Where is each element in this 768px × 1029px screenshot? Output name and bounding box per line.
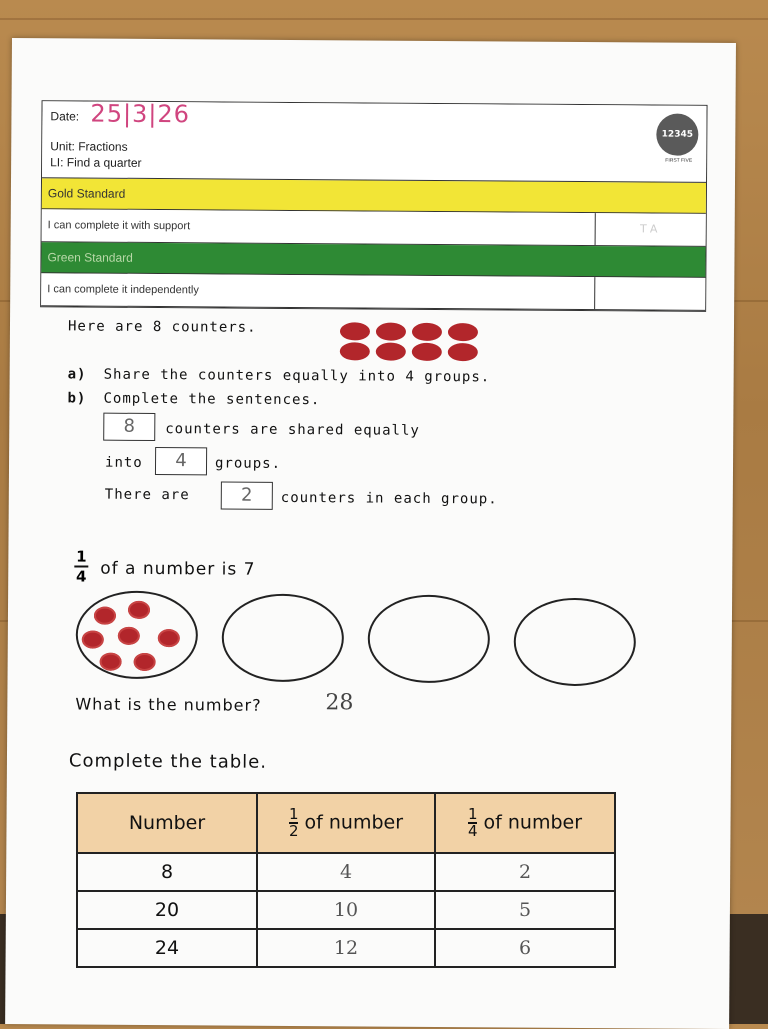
q1a-text: Share the counters equally into 4 groups. (103, 366, 491, 386)
counter (412, 343, 442, 361)
q1b-label: b) (67, 390, 87, 407)
header-quarter: $\frac{1}{4}$ of number (435, 793, 615, 853)
green-standard-mark (595, 277, 705, 310)
date-value: 25|3|26 (90, 99, 191, 129)
q1b-text: Complete the sentences. (103, 390, 321, 409)
cell-quarter[interactable]: 5 (435, 891, 615, 929)
sentence-3-pre: There are (104, 486, 190, 504)
header-number: Number (77, 793, 257, 853)
green-standard-text: I can complete it independently (41, 273, 595, 309)
cell-quarter[interactable]: 2 (435, 853, 615, 891)
table-row (77, 891, 615, 929)
group-circle-filled (76, 590, 199, 679)
counter (448, 343, 478, 361)
cell-number: 20 (77, 891, 257, 929)
counter (340, 342, 370, 360)
logo-subtitle: FIRST FIVE (665, 157, 693, 164)
logo-icon: 12345 (656, 114, 698, 156)
cell-quarter[interactable]: 6 (435, 929, 615, 967)
date-label: Date: (50, 109, 80, 124)
counter (412, 323, 442, 341)
group-circle-empty[interactable] (368, 594, 491, 683)
learning-intention: LI: Find a quarter (50, 155, 142, 170)
sentence-3-post: counters in each group. (280, 489, 498, 508)
worksheet-header (40, 100, 707, 312)
counter (94, 607, 116, 625)
q1-intro: Here are 8 counters. (67, 318, 257, 336)
gold-standard-band: Gold Standard (42, 178, 706, 214)
counter (158, 629, 180, 647)
q2-question: What is the number? (75, 694, 262, 715)
q2-answer[interactable]: 28 (325, 690, 354, 716)
unit-label: Unit: Fractions (50, 139, 128, 154)
counter (82, 631, 104, 649)
gold-standard-row (42, 209, 706, 247)
counter (340, 322, 370, 340)
q2-text: of a number is 7 (100, 558, 256, 580)
gold-standard-mark: TA (639, 222, 662, 236)
group-circle-empty[interactable] (513, 598, 636, 687)
group-circle-empty[interactable] (222, 593, 345, 682)
counter (134, 653, 156, 671)
sentence-2-post: groups. (214, 455, 282, 472)
answer-box-counters[interactable]: 8 (103, 413, 155, 441)
answer-box-per-group[interactable]: 2 (221, 481, 273, 509)
table-row (77, 853, 615, 891)
counter (118, 627, 140, 645)
cell-half[interactable]: 10 (257, 891, 435, 929)
counters-group (12, 38, 736, 43)
green-standard-row (41, 273, 705, 311)
counter (448, 323, 478, 341)
cell-number: 24 (77, 929, 257, 967)
sentence-2-pre: into (104, 454, 143, 471)
q1a-label: a) (67, 366, 87, 383)
cell-number: 8 (77, 853, 257, 891)
green-standard-band: Green Standard (41, 242, 705, 278)
fractions-table (76, 792, 616, 968)
sentence-1-text: counters are shared equally (165, 421, 420, 439)
gold-standard-text: I can complete it with support (42, 209, 596, 245)
counter (376, 343, 406, 361)
q3-title: Complete the table. (68, 750, 268, 773)
table-header-row (77, 793, 615, 853)
counter (128, 601, 150, 619)
cell-half[interactable]: 12 (257, 929, 435, 967)
table-row (77, 929, 615, 967)
fraction-one-quarter: 1 4 (75, 547, 87, 586)
header-half: $\frac{1}{2}$ of number (257, 793, 435, 853)
counter (100, 653, 122, 671)
counter (376, 323, 406, 341)
cell-half[interactable]: 4 (257, 853, 435, 891)
answer-box-groups[interactable]: 4 (155, 447, 207, 475)
